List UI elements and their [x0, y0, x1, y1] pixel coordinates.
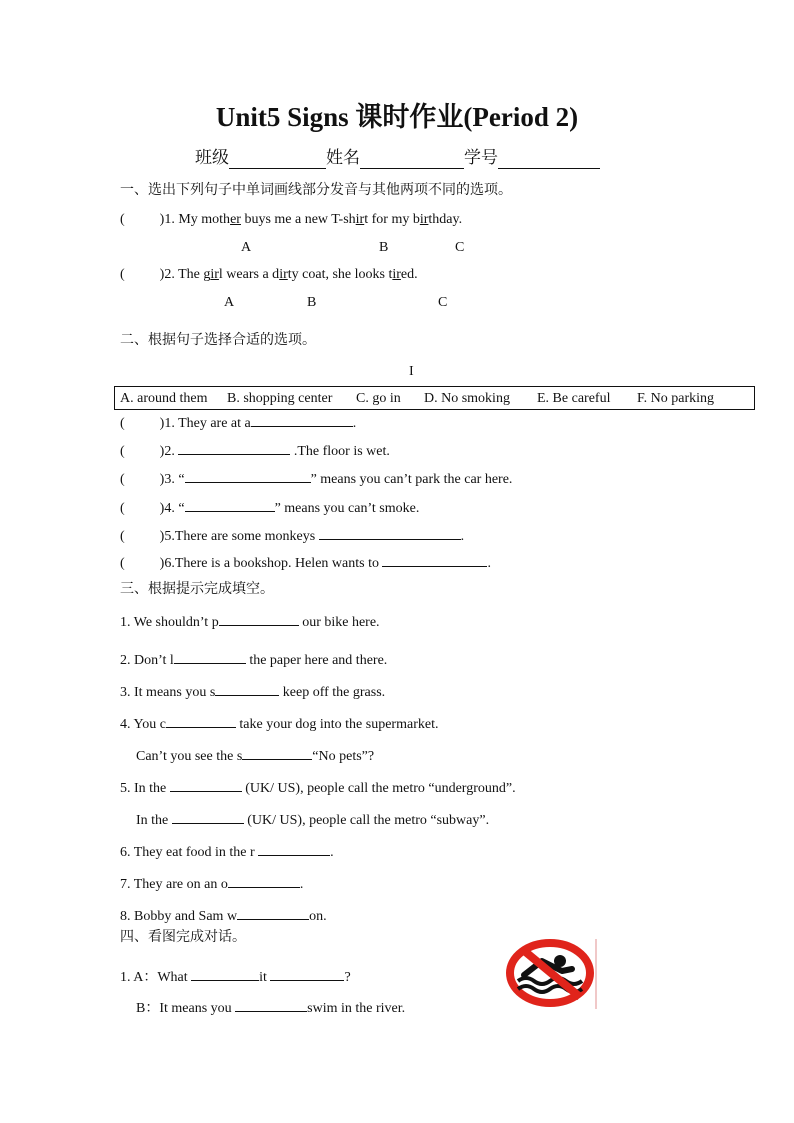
answer-blank[interactable]: [251, 413, 353, 427]
section-heading-1: 一、选出下列句子中单词画线部分发音与其他两项不同的选项。: [120, 182, 512, 198]
question-3-5: 5. In the (UK/ US), people call the metro “underground”.: [120, 778, 516, 797]
question-2-4: ( )4. “ ” means you can’t smoke.: [120, 498, 419, 517]
answer-blank[interactable]: [237, 906, 309, 920]
class-blank[interactable]: [229, 150, 326, 169]
answer-blank[interactable]: [219, 612, 299, 626]
answer-blank[interactable]: [258, 842, 330, 856]
option-letter-b: B: [307, 295, 317, 310]
answer-blank[interactable]: [174, 650, 246, 664]
answer-blank[interactable]: [166, 714, 236, 728]
option-letter-b: B: [379, 240, 389, 255]
question-3-8: 8. Bobby and Sam w on.: [120, 906, 327, 925]
question-2-2: ( )2. .The floor is wet.: [120, 441, 390, 460]
question-3-4: 4. You c take your dog into the supermarket.: [120, 714, 438, 733]
option-letter-c: C: [438, 295, 448, 310]
answer-blank[interactable]: [185, 498, 275, 512]
answer-blank[interactable]: [191, 967, 259, 981]
subsection-roman: I: [409, 364, 414, 379]
no-swimming-sign-icon: [502, 937, 600, 1011]
section-heading-2: 二、根据句子选择合适的选项。: [120, 332, 316, 348]
number-label: 学号: [464, 148, 498, 168]
option-c: C. go in: [356, 391, 401, 406]
answer-blank[interactable]: [319, 526, 461, 540]
question-3-1: 1. We shouldn’t p our bike here.: [120, 612, 380, 631]
question-3-7: 7. They are on an o .: [120, 874, 303, 893]
answer-blank[interactable]: [235, 998, 307, 1012]
answer-blank[interactable]: [178, 441, 290, 455]
question-3-3: 3. It means you s keep off the grass.: [120, 682, 385, 701]
class-label: 班级: [195, 148, 229, 168]
name-blank[interactable]: [360, 150, 464, 169]
question-4-1-b: B：It means you swim in the river.: [136, 998, 405, 1017]
question-2-6: ( )6.There is a bookshop. Helen wants to .: [120, 553, 491, 572]
option-f: F. No parking: [637, 391, 715, 406]
answer-blank[interactable]: [172, 810, 244, 824]
option-letter-a: A: [241, 240, 252, 255]
student-info: [195, 147, 600, 169]
answer-blank[interactable]: [170, 778, 242, 792]
question-4-1-a: 1. A：What it ?: [120, 967, 351, 986]
option-b: B. shopping center: [227, 391, 333, 406]
question-3-2: 2. Don’t l the paper here and there.: [120, 650, 387, 669]
question-1-1: ( )1. My mother buys me a new T-shirt for my birthday.: [120, 212, 463, 227]
question-2-5: ( )5.There are some monkeys .: [120, 526, 464, 545]
number-blank[interactable]: [498, 150, 600, 169]
option-letter-a: A: [224, 295, 235, 310]
answer-blank[interactable]: [270, 967, 344, 981]
option-d: D. No smoking: [424, 391, 510, 406]
section-heading-3: 三、根据提示完成填空。: [120, 581, 274, 597]
question-3-4b: Can’t you see the s “No pets”?: [136, 746, 374, 765]
section-heading-4: 四、看图完成对话。: [120, 929, 246, 945]
answer-blank[interactable]: [228, 874, 300, 888]
question-2-3: ( )3. “ ” means you can’t park the car here.: [120, 469, 512, 488]
answer-blank[interactable]: [242, 746, 312, 760]
option-e: E. Be careful: [537, 391, 611, 406]
question-3-5b: In the (UK/ US), people call the metro “subway”.: [136, 810, 489, 829]
answer-blank[interactable]: [382, 553, 487, 567]
question-1-2: ( )2. The girl wears a dirty coat, she looks tired.: [120, 267, 418, 282]
page-title: Unit5 Signs 课时作业(Period 2): [215, 102, 579, 132]
option-letter-c: C: [455, 240, 465, 255]
answer-blank[interactable]: [185, 469, 311, 483]
answer-blank[interactable]: [215, 682, 279, 696]
name-label: 姓名: [326, 148, 360, 168]
question-2-1: ( )1. They are at a .: [120, 413, 356, 432]
option-a: A. around them: [120, 391, 208, 406]
question-3-6: 6. They eat food in the r .: [120, 842, 334, 861]
